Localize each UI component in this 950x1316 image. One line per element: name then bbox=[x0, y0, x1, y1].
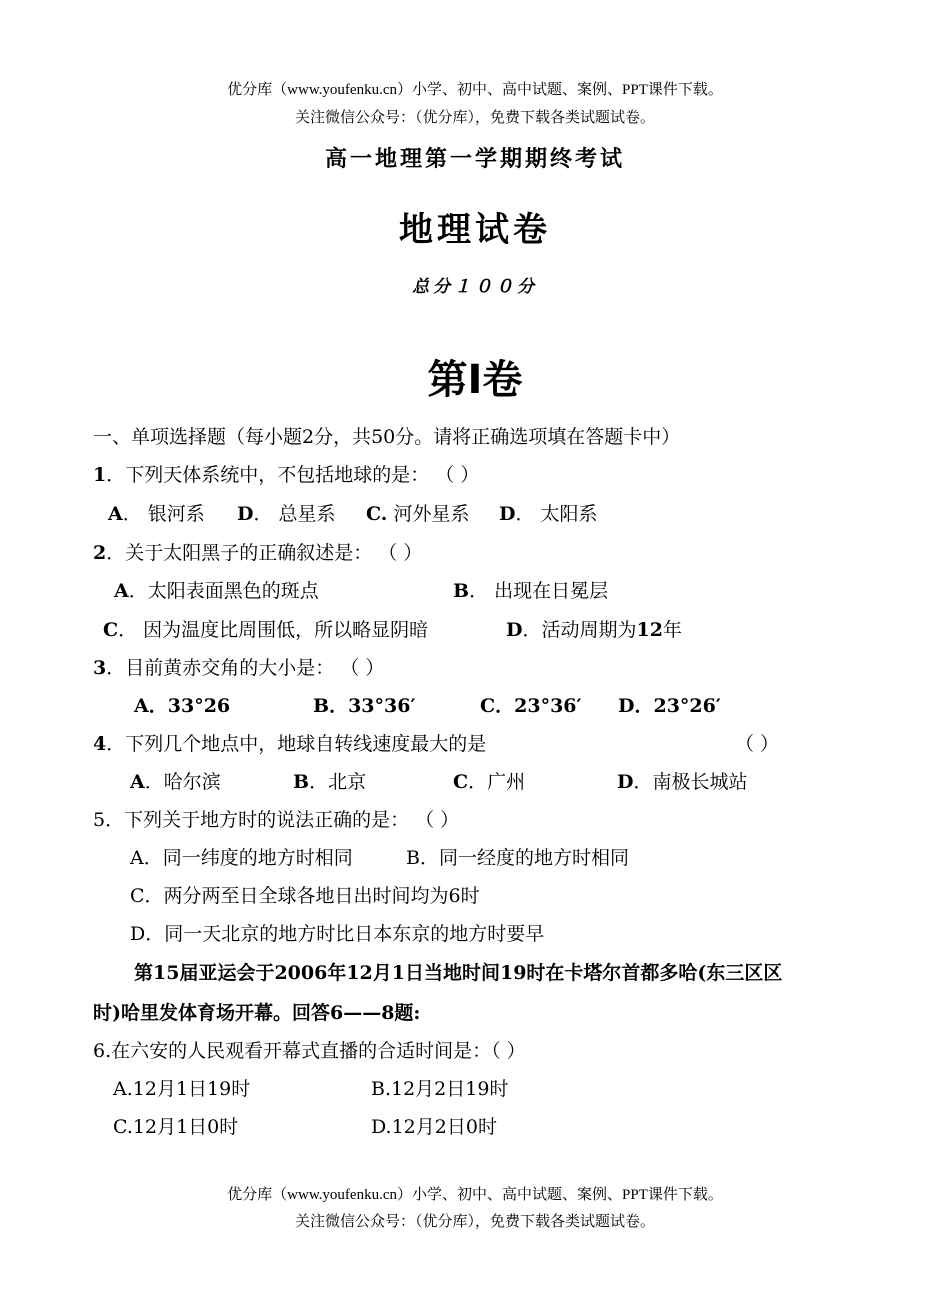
q3-option-b: B．33°36′ bbox=[313, 695, 416, 717]
header-line-1: 优分库（www.youfenku.cn）小学、初中、高中试题、案例、PPT课件下载。 bbox=[227, 82, 723, 98]
q2-option-c: C． 因为温度比周围低，所以略显阴暗 bbox=[103, 619, 429, 641]
q1-option-d: D． 太阳系 bbox=[499, 503, 598, 525]
q4-option-a: A．哈尔滨 bbox=[130, 771, 221, 793]
question-4: 4．下列几个地点中，地球自转线速度最大的是 bbox=[93, 733, 487, 755]
q6-option-c: C.12月1日0时 bbox=[113, 1116, 239, 1138]
section-heading: 一、单项选择题（每小题2分，共50分。请将正确选项填在答题卡中） bbox=[93, 426, 681, 448]
passage-line-1: 第15届亚运会于2006年12月1日当地时间19时在卡塔尔首都多哈(东三区区 bbox=[134, 962, 783, 984]
question-6: 6.在六安的人民观看开幕式直播的合适时间是：（ ） bbox=[93, 1040, 526, 1062]
q6-option-b: B.12月2日19时 bbox=[371, 1078, 509, 1100]
footer-line-1: 优分库（www.youfenku.cn）小学、初中、高中试题、案例、PPT课件下载。 bbox=[227, 1187, 723, 1203]
q5-option-a: A．同一纬度的地方时相同 bbox=[130, 847, 353, 869]
subject-title: 地理试卷 bbox=[399, 210, 551, 250]
q5-option-b: B．同一经度的地方时相同 bbox=[406, 847, 629, 869]
q2-option-d: D．活动周期为12年 bbox=[506, 619, 682, 641]
q4-option-c: C．广州 bbox=[453, 771, 526, 793]
passage-line-2: 时)哈里发体育场开幕。回答6——8题: bbox=[93, 1002, 421, 1024]
total-score: 总分１００分 bbox=[412, 277, 538, 297]
question-text: ．下列天体系统中，不包括地球的是： （ ） bbox=[106, 464, 480, 486]
q1-option-c: C. 河外星系 bbox=[366, 503, 470, 525]
question-number: 1 bbox=[93, 464, 107, 486]
q4-answer-bracket: （ ） bbox=[735, 733, 780, 755]
footer-line-2: 关注微信公众号：（优分库），免费下载各类试题试卷。 bbox=[294, 1214, 655, 1230]
q3-option-a: A．33°26 bbox=[134, 695, 231, 717]
question-1 bbox=[93, 460, 479, 487]
q2-option-b: B． 出现在日冕层 bbox=[453, 580, 609, 602]
q1-option-b: D． 总星系 bbox=[237, 503, 336, 525]
question-2: 2．关于太阳黑子的正确叙述是： （ ） bbox=[93, 542, 423, 564]
exam-title: 高一地理第一学期期终考试 bbox=[324, 146, 625, 172]
q1-option-a: A． 银河系 bbox=[108, 503, 205, 525]
volume-title: 第Ⅰ卷 bbox=[427, 357, 523, 403]
q5-option-d: D．同一天北京的地方时比日本东京的地方时要早 bbox=[130, 923, 545, 945]
q3-option-d: D．23°26′ bbox=[618, 695, 721, 717]
header-line-2: 关注微信公众号：（优分库），免费下载各类试题试卷。 bbox=[294, 110, 655, 126]
q4-option-d: D．南极长城站 bbox=[617, 771, 748, 793]
q6-option-d: D.12月2日0时 bbox=[371, 1116, 497, 1138]
q3-option-c: C．23°36′ bbox=[480, 695, 582, 717]
q5-option-c: C．两分两至日全球各地日出时间均为6时 bbox=[130, 885, 480, 907]
q6-option-a: A.12月1日19时 bbox=[113, 1078, 251, 1100]
question-5: 5．下列关于地方时的说法正确的是： （ ） bbox=[93, 809, 460, 831]
q2-option-a: A．太阳表面黑色的斑点 bbox=[114, 580, 319, 602]
q4-option-b: B．北京 bbox=[293, 771, 367, 793]
question-3: 3．目前黄赤交角的大小是： （ ） bbox=[93, 657, 385, 679]
